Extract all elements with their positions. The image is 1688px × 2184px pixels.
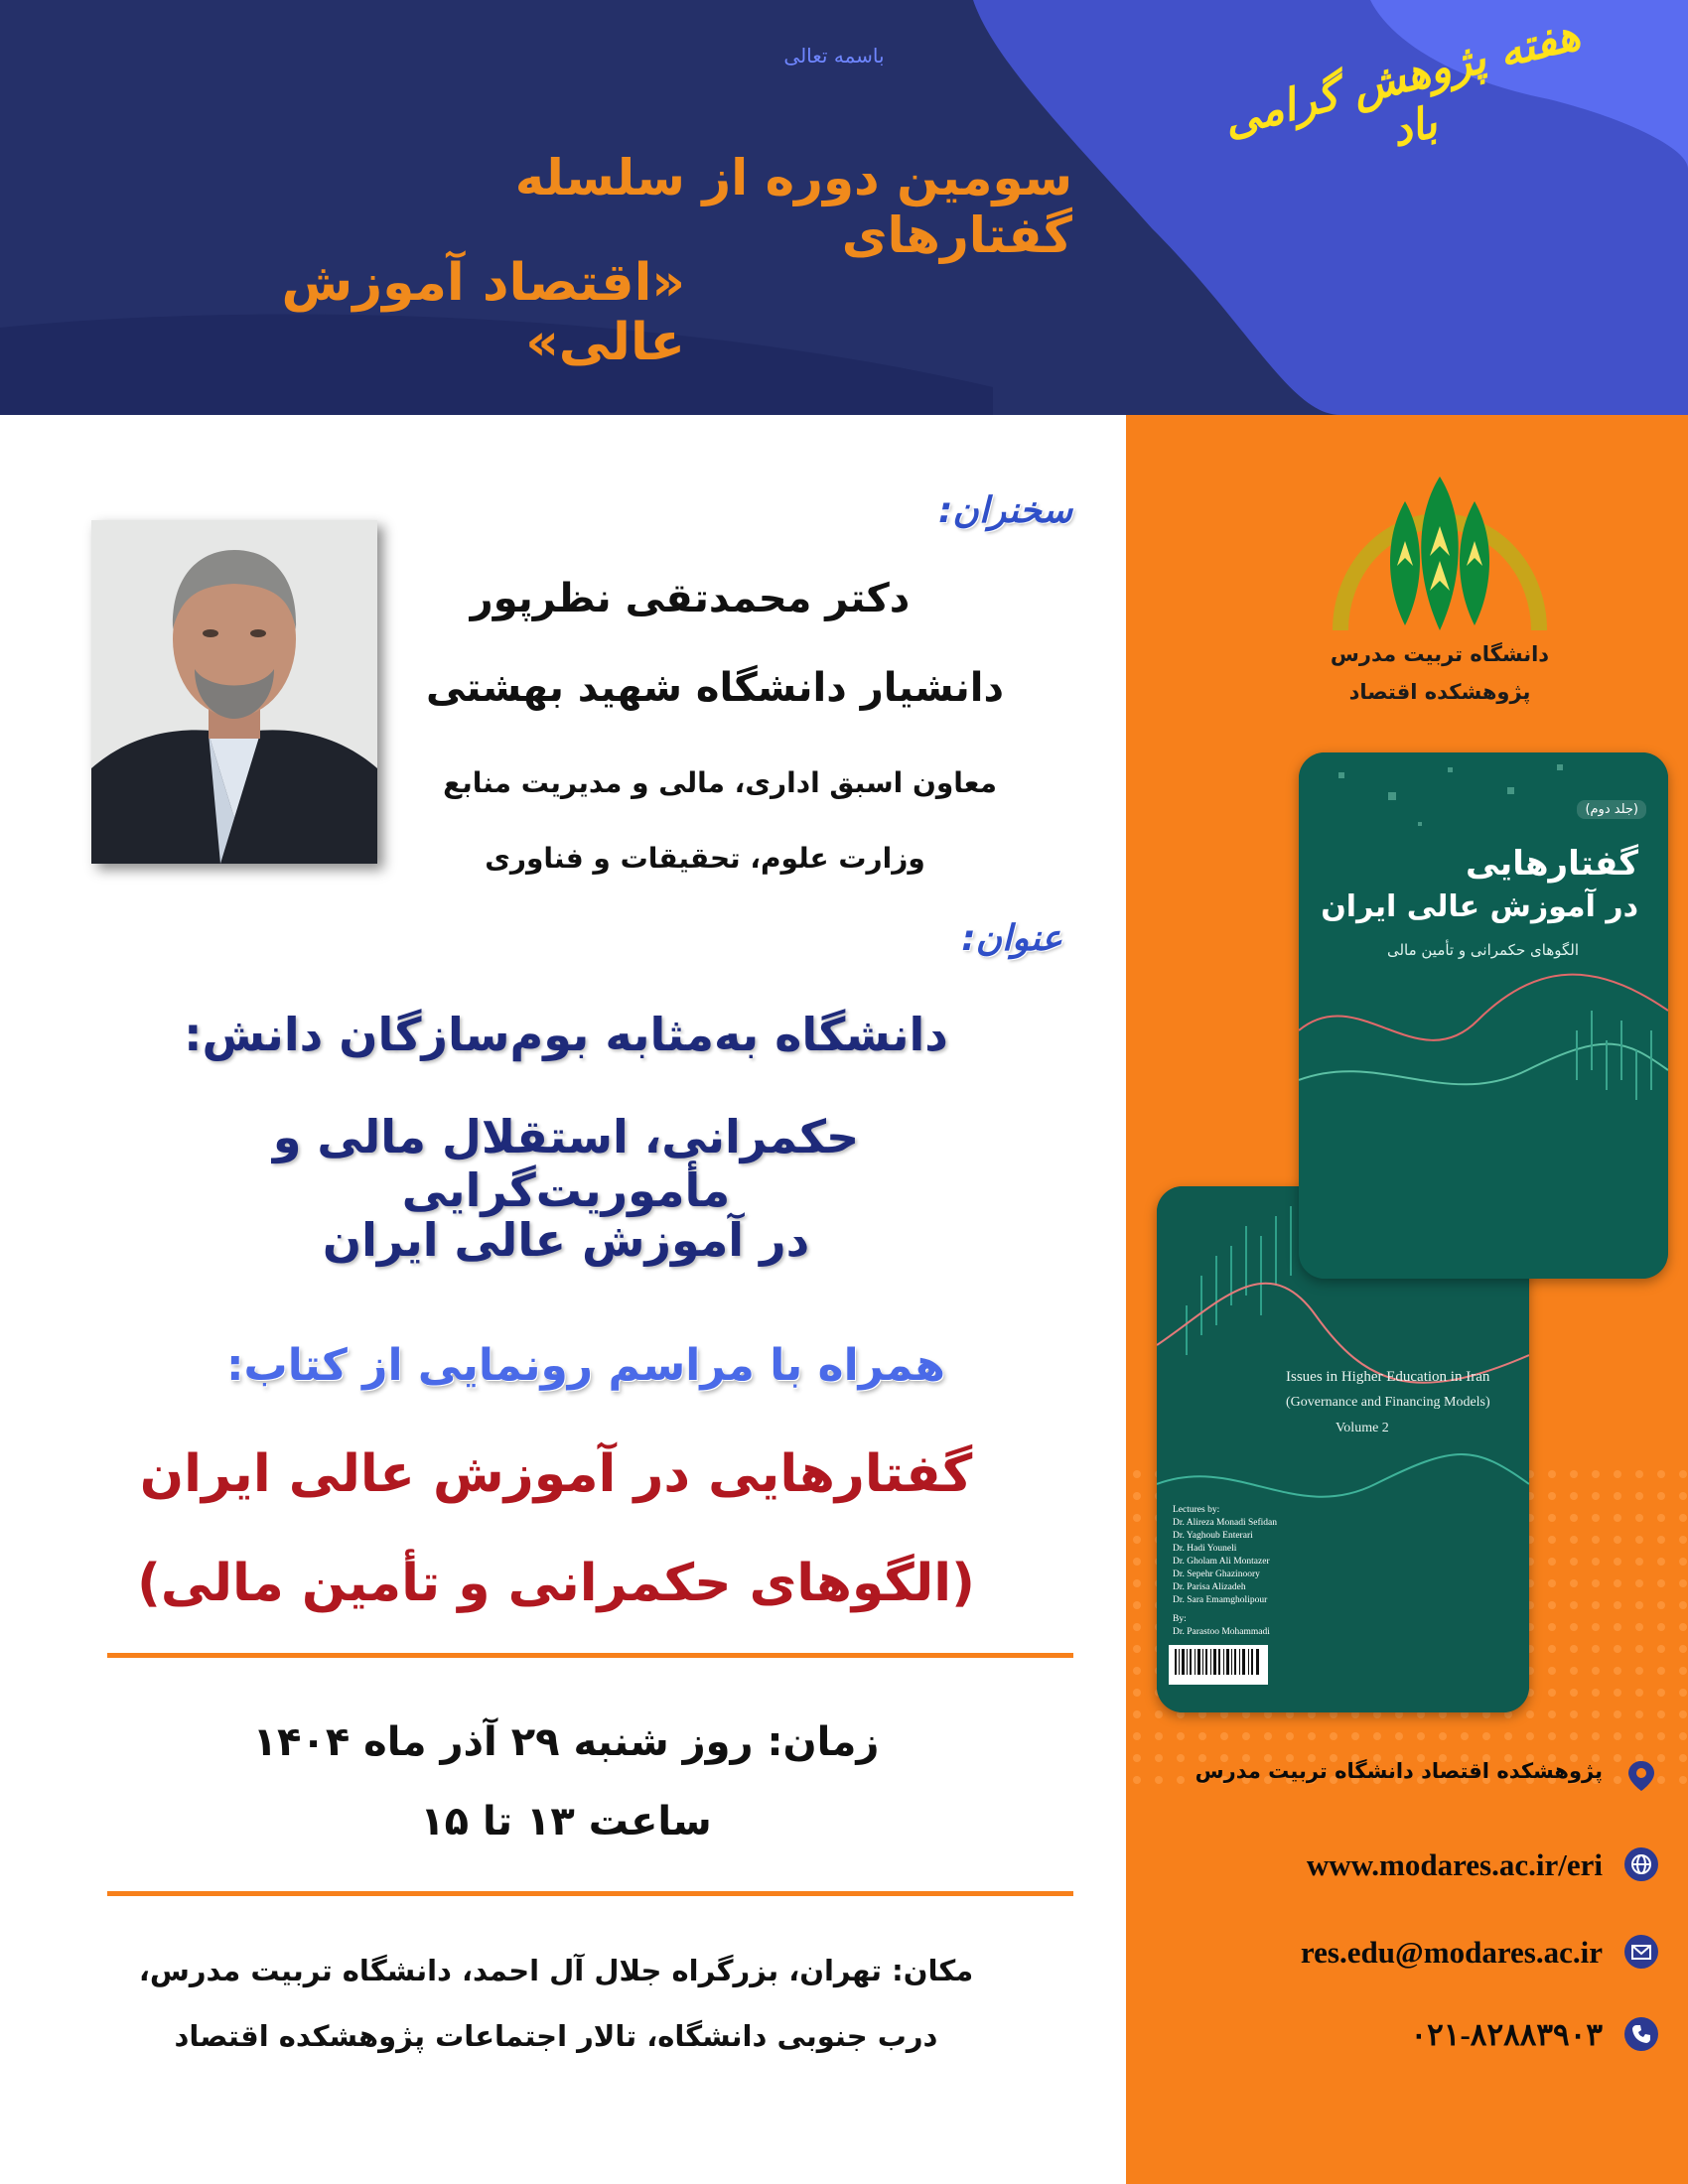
book-cover-front (1299, 752, 1668, 1279)
front-cover-subtitle: الگوهای حکمرانی و تأمین مالی (1386, 941, 1579, 959)
globe-icon (1624, 1847, 1658, 1881)
divider-bottom (107, 1891, 1073, 1896)
organizer-names (1271, 635, 1609, 711)
lecturer: Dr. Parisa Alizadeh (1173, 1582, 1246, 1592)
lecturer: Dr. Hadi Youneli (1173, 1544, 1237, 1554)
header-banner (0, 0, 1688, 415)
speaker-photo (91, 520, 377, 864)
speaker-label: سخنران: (938, 490, 1072, 531)
book-launch-intro: همراه با مراسم رونمایی از کتاب: (225, 1340, 946, 1391)
back-cover-subtitle-en: (Governance and Financing Models) (1286, 1395, 1490, 1410)
topic-line2: حکمرانی، استقلال مالی و مأموریت‌گرایی (272, 1110, 860, 1217)
event-hours: ساعت ۱۳ تا ۱۵ (420, 1799, 712, 1844)
speaker-name: دکتر محمدتقی نظرپور (470, 576, 911, 621)
front-cover-title-line1: گفتارهایی (1466, 844, 1638, 884)
event-date: زمان: روز شنبه ۲۹ آذر ماه ۱۴۰۴ (252, 1719, 880, 1765)
contact-address: پژوهشکده اقتصاد دانشگاه تربیت مدرس (1195, 1759, 1603, 1783)
editor: Dr. Parastoo Mohammadi (1173, 1627, 1270, 1637)
back-cover-volume: Volume 2 (1336, 1421, 1389, 1435)
institute-name: پژوهشکده اقتصاد (1348, 680, 1531, 704)
speaker-position: دانشیار دانشگاه شهید بهشتی (425, 665, 1005, 711)
university-logo (1331, 467, 1549, 635)
topic-label: عنوان: (961, 918, 1062, 959)
university-name: دانشگاه تربیت مدرس (1330, 642, 1550, 666)
lecturer: Dr. Sara Emamgholipour (1173, 1595, 1268, 1605)
series-title-line2: «اقتصاد آموزش عالی» (281, 253, 685, 372)
bismillah-text: باسمه تعالی (783, 44, 885, 68)
contact-address-row (1132, 1755, 1668, 1799)
contact-website-link[interactable]: www.modares.ac.ir/eri (1306, 1847, 1603, 1882)
contact-phone: ۰۲۱-۸۲۸۸۳۹۰۳ (1410, 2017, 1603, 2052)
venue-line1: مکان: تهران، بزرگراه جلال آل احمد، دانشگاه تربیت مدرس، (138, 1954, 974, 1987)
front-cover-volume: (جلد دوم) (1577, 800, 1646, 819)
book-title-line2: (الگوهای حکمرانی و تأمین مالی) (137, 1554, 975, 1613)
divider-top (107, 1653, 1073, 1658)
speaker-previous-role-line1: معاون اسبق اداری، مالی و مدیریت منابع (443, 766, 997, 799)
venue-line2: درب جنوبی دانشگاه، تالار اجتماعات پژوهشکده اقتصاد (174, 2019, 938, 2053)
front-cover-title-line2: در آموزش عالی ایران (1321, 889, 1638, 924)
lecturer: Dr. Gholam Ali Montazer (1173, 1557, 1270, 1567)
front-cover-chart-art (1299, 752, 1668, 1279)
book-title-line1: گفتارهایی در آموزش عالی ایران (139, 1444, 973, 1504)
series-title-line1: سومین دوره از سلسله گفتارهای (514, 149, 1072, 264)
topic-line1: دانشگاه به‌مثابه بوم‌سازگان دانش: (184, 1008, 948, 1061)
by-heading: By: (1173, 1614, 1187, 1624)
phone-icon (1624, 2017, 1658, 2051)
speaker-previous-role-line2: وزارت علوم، تحقیقات و فناوری (485, 842, 925, 875)
contact-website-row[interactable] (1132, 1843, 1668, 1887)
back-cover-title-en: Issues in Higher Education in Iran (1286, 1369, 1490, 1385)
back-cover-lecturers (1173, 1504, 1277, 1639)
lecturer: Dr. Yaghoub Enterari (1173, 1531, 1253, 1541)
barcode-icon (1169, 1645, 1268, 1685)
research-week-text: هفته پژوهش گرامی باد (1218, 9, 1586, 158)
contact-email-row[interactable] (1132, 1931, 1668, 1975)
lecturer: Dr. Sepehr Ghazinoory (1173, 1570, 1260, 1579)
speaker-portrait-image (91, 520, 377, 864)
lecturers-heading: Lectures by: (1173, 1505, 1220, 1515)
topic-line3: در آموزش عالی ایران (322, 1213, 810, 1267)
lecturer: Dr. Alireza Monadi Sefidan (1173, 1518, 1278, 1528)
email-icon (1624, 1935, 1658, 1969)
location-pin-icon (1624, 1759, 1658, 1793)
contact-phone-row[interactable] (1132, 2013, 1668, 2057)
contact-email-link[interactable]: res.edu@modares.ac.ir (1300, 1935, 1603, 1970)
